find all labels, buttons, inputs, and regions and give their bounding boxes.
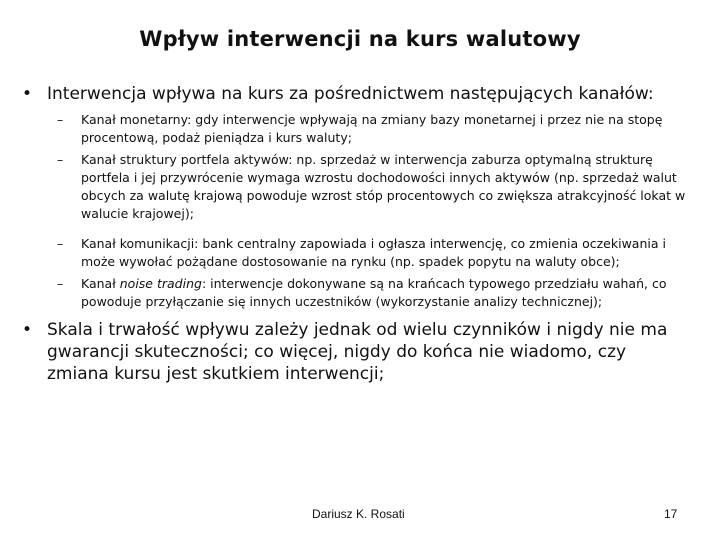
sub-item-italic: noise trading [119,276,202,291]
sub-item-text: Kanał struktury portfela aktywów: np. sprzedaż w interwencja zaburza optymalną strukturę portfela i jej przywrócenie wymaga wzrostu dochodowości innych aktywów (np. sprzedaż walut obcych za walutę krajową powoduje wzrost stóp procentowych co zwiększa atrakcyjność lokat w walucie krajowej); [81,152,686,221]
bullet-text: Skala i trwałość wpływu zależy jednak od wielu czynników i nigdy nie ma gwarancji skuteczności; co więcej, nigdy do końca nie wiadomo, czy zmiana kursu jest skutkiem interwencji; [47,320,668,384]
dash-icon: – [57,112,64,127]
sub-item-text [81,275,691,311]
footer-author: Dariusz K. Rosati [312,507,405,521]
bullet-item [22,83,702,107]
bullet-text: Interwencja wpływa na kurs za pośrednictwem następujących kanałów: [47,84,654,104]
slide-title: Wpływ interwencji na kurs walutowy [139,27,581,51]
dash-icon: – [57,276,64,291]
bullet-item [22,319,702,389]
sub-item-text: Kanał komunikacji: bank centralny zapowiada i ogłasza interwencję, co zmienia oczekiwania i może wywołać pożądane dostosowanie na rynku (np. spadek popytu na waluty obce); [81,236,666,269]
bullet-dot-icon: • [22,320,33,340]
sub-item-suffix: : interwencje dokonywane są na krańcach typowego przedziału wahań, co powoduje przyłączanie się innych uczestników (wykorzystanie analizy technicznej); [81,276,667,309]
sub-item-prefix: Kanał [81,276,120,291]
page-number: 17 [664,507,678,521]
sub-item-text: Kanał monetarny: gdy interwencje wpływają na zmiany bazy monetarnej i przez nie na stopę procentową, podaż pieniądza i kurs waluty; [81,112,663,145]
dash-icon: – [57,236,64,251]
bullet-dot-icon: • [22,84,33,104]
dash-icon: – [57,152,64,167]
